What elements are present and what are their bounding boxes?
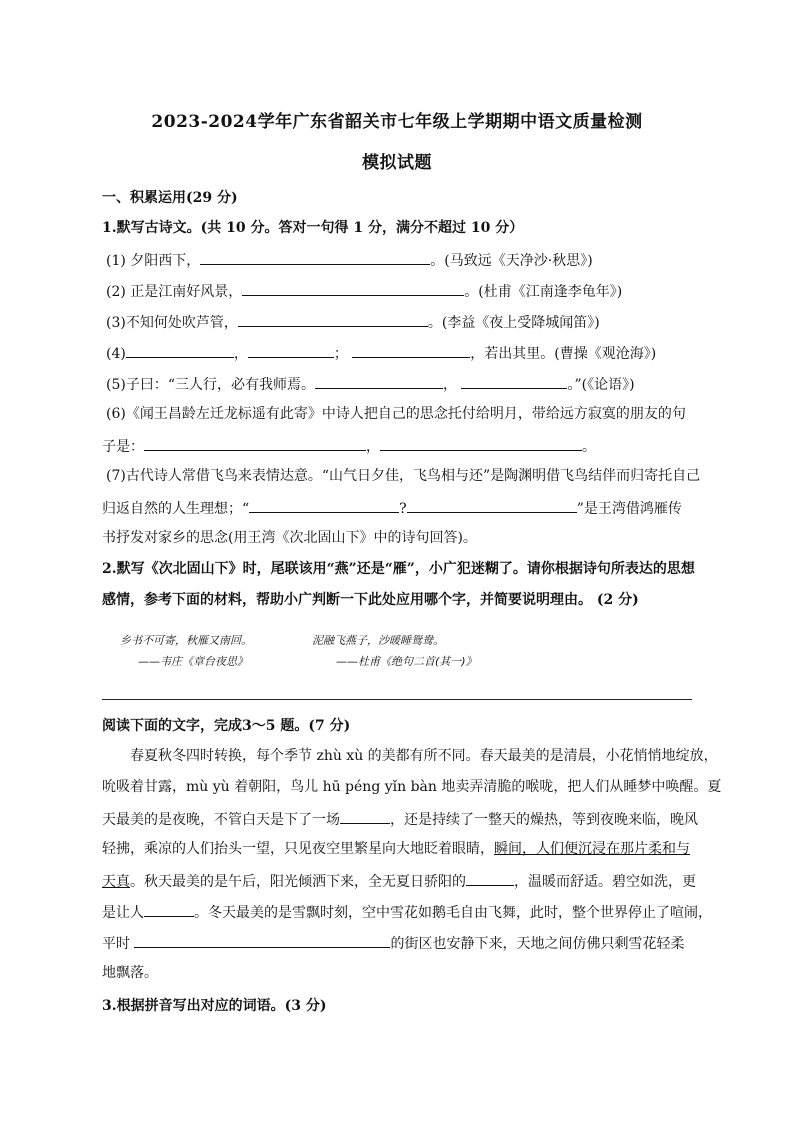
page-subtitle: 模拟试题 [362,153,432,173]
answer-blank[interactable] [466,870,514,886]
question-2-line2: 感情，参考下面的材料，帮助小广判断一下此处应用哪个字，并简要说明理由。 (2 分) [102,592,639,608]
q1-item-4: (4) ， ； ，若出其里。(曹操《观沧海》) [106,342,696,364]
passage-line-8: 地飘落。 [102,965,158,981]
reference-poem-2: 泥融飞燕子，沙暖睡鸳鸯。 [312,634,444,647]
answer-blank[interactable] [315,373,443,389]
passage-line-1: 春夏秋冬四时转换，每个季节 zhù xù 的美都有所不同。春天最美的是清晨，小花悄悄地绽放， [130,748,718,764]
q1-item-6-line1: (6)《闻王昌龄左迁龙标遥有此寄》中诗人把自己的思念托付给明月，带给远方寂寞的朋友的句 [106,406,686,422]
q1-item-2: (2) 正是江南好风景， 。(杜甫《江南逢李龟年》) [106,280,696,302]
answer-blank[interactable] [352,342,470,358]
answer-blank[interactable] [126,342,234,358]
answer-blank[interactable] [144,435,366,451]
q1-item-7-line3: 书抒发对家乡的思念(用王湾《次北固山下》中的诗句回答)。 [102,530,477,546]
answer-blank[interactable] [380,435,582,451]
answer-blank[interactable] [242,280,464,296]
passage-line-3: 天最美的是夜晚，不管白天是下了一场 ，还是持续了一整天的燥热，等到夜晚来临，晚风 [102,808,692,830]
answer-blank[interactable] [407,497,577,513]
section-heading: 一、积累运用(29 分) [102,190,238,206]
passage-line-6: 是让人 。冬天最美的是雪飘时刻，空中雪花如鹅毛自由飞舞，此时，整个世界停止了喧闹， [102,901,692,923]
q1-item-3: (3)不知何处吹芦管， 。(李益《夜上受降城闻笛》) [106,311,696,333]
answer-blank[interactable] [238,311,428,327]
question-1-heading: 1.默写古诗文。(共 10 分。答对一句得 1 分，满分不超过 10 分） [102,220,524,236]
answer-blank[interactable] [340,808,390,824]
q1-item-6-line2: 子是： ， 。 [102,435,692,457]
passage-line-7: 平时 的街区也安静下来，天地之间仿佛只剩雪花轻柔 [102,932,692,954]
q1-item-5: (5)子曰：“三人行，必有我师焉。 ， 。”(《论语》) [106,373,696,395]
q1-item-7-line1: (7)古代诗人常借飞鸟来表情达意。“山气日夕佳，飞鸟相与还”是陶渊明借飞鸟结伴而归寄托自己 [106,468,701,484]
reference-poem-2-source: ——杜甫《绝句二首(其一)》 [336,655,477,668]
reference-poem-1-source: ——韦庄《章台夜思》 [138,655,248,668]
answer-blank[interactable] [248,342,334,358]
answer-blank[interactable] [134,932,390,948]
answer-line[interactable] [102,699,692,700]
passage-line-5: 天真。秋天最美的是午后，阳光倾洒下来，全无夏日骄阳的 ，温暖而舒适。碧空如洗，更 [102,870,692,892]
page-title: 2023-2024学年广东省韶关市七年级上学期期中语文质量检测 [151,112,643,132]
question-3-heading: 3.根据拼音写出对应的词语。(3 分) [102,998,327,1014]
q1-item-7-line2: 归返自然的人生理想；“ ? ”是王湾借鸿雁传 [102,497,692,519]
reading-heading: 阅读下面的文字，完成3～5 题。(7 分) [102,718,351,734]
passage-line-4: 轻拂，乘凉的人们抬头一望，只见夜空里繁星向大地眨着眼睛，瞬间，人们便沉浸在那片柔和与 [102,841,690,857]
passage-line-2: 吮吸着甘露，mù yù 着朝阳，鸟儿 hū péng yǐn bàn 地卖弄清脆的喉咙，把人们从睡梦中唤醒。夏 [102,779,722,795]
reference-poem-1: 乡书不可寄，秋雁又南回。 [120,634,252,647]
answer-blank[interactable] [200,249,430,265]
question-2-line1: 2.默写《次北固山下》时，尾联该用“燕”还是“雁”，小广犯迷糊了。请你根据诗句所表达的思想 [102,561,695,577]
q1-item-1: (1) 夕阳西下， 。(马致远《天净沙·秋思》) [106,249,696,271]
answer-blank[interactable] [144,901,194,917]
answer-blank[interactable] [249,497,399,513]
answer-blank[interactable] [461,373,567,389]
